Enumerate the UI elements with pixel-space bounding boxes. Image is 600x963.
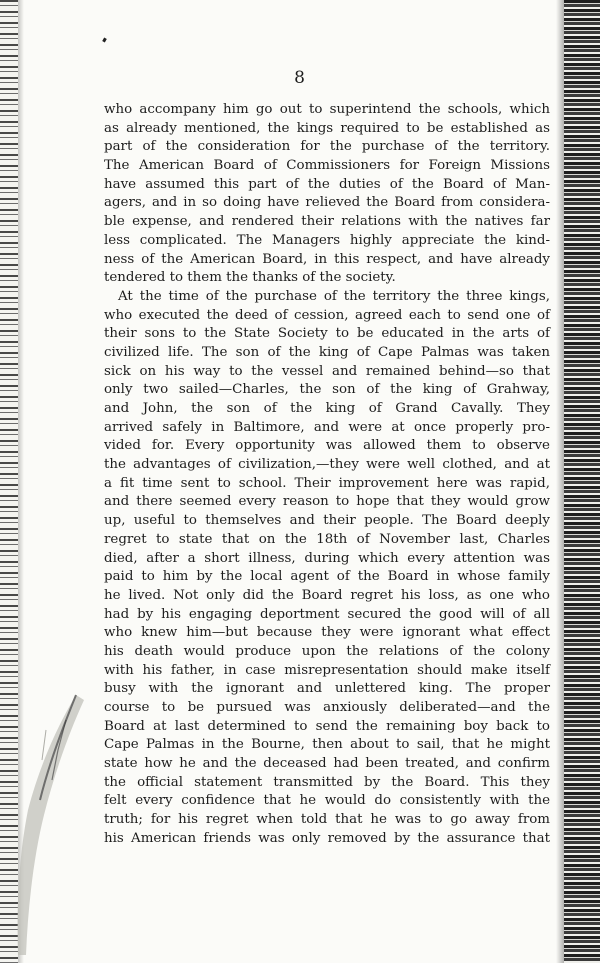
text-line: who executed the deed of cession, agreed each to send one of xyxy=(104,307,550,323)
text-line: the official statement transmitted by the Board. This they xyxy=(104,774,550,790)
text-line: died, after a short illness, during which every attention was xyxy=(104,550,550,566)
text-line: Board at last determined to send the remaining boy back to xyxy=(104,718,550,734)
text-line: sick on his way to the vessel and remained behind—so that xyxy=(104,363,550,379)
text-line: and John, the son of the king of Grand Cavally. They xyxy=(104,401,550,416)
paragraph-2 xyxy=(104,288,550,849)
quill-pen-shadow-icon xyxy=(6,690,96,960)
text-line: who accompany him go out to superintend the schools, which xyxy=(104,102,550,117)
text-line: the advantages of civilization,—they were well clothed, and at xyxy=(104,457,550,473)
text-line: state how he and the deceased had been treated, and confirm xyxy=(104,756,550,772)
ink-speck xyxy=(102,38,107,43)
text-line: arrived safely in Baltimore, and were at once properly pro- xyxy=(104,419,550,435)
text-line: civilized life. The son of the king of Cape Palmas was taken xyxy=(104,344,550,360)
text-line: had by his engaging deportment secured the good will of all xyxy=(104,606,550,622)
text-line: regret to state that on the 18th of November last, Charles xyxy=(104,531,550,547)
text-line: truth; for his regret when told that he was to go away from xyxy=(104,812,550,828)
text-line: less complicated. The Managers highly appreciate the kind- xyxy=(104,232,550,248)
text-line: ness of the American Board, in this respect, and have already xyxy=(104,251,550,267)
text-line: he lived. Not only did the Board regret his loss, as one who xyxy=(104,587,550,603)
text-line: with his father, in case misrepresentation should make itself xyxy=(104,662,550,678)
text-line: and there seemed every reason to hope that they would grow xyxy=(104,494,550,510)
text-line: his American friends was only removed by the assurance that xyxy=(104,830,550,846)
text-line: busy with the ignorant and unlettered king. The proper xyxy=(104,681,550,697)
body-text xyxy=(104,101,550,849)
text-line: vided for. Every opportunity was allowed them to observe xyxy=(104,438,550,454)
text-line: The American Board of Commissioners for Foreign Missions xyxy=(104,158,550,174)
paragraph-1 xyxy=(104,101,550,288)
right-binding-edge xyxy=(564,0,600,963)
text-line: part of the consideration for the purchase of the territory. xyxy=(104,139,550,155)
text-line: course to be pursued was anxiously deliberated—and the xyxy=(104,700,550,715)
text-line: a fit time sent to school. Their improvement here was rapid, xyxy=(104,475,550,491)
text-line: agers, and in so doing have relieved the Board from considera- xyxy=(104,195,550,211)
text-line: up, useful to themselves and their people. The Board deeply xyxy=(104,513,550,529)
text-line: felt every confidence that he would do consistently with the xyxy=(104,793,550,809)
text-line: ble expense, and rendered their relations with the natives far xyxy=(104,214,550,230)
text-line: At the time of the purchase of the territory the three kings, xyxy=(118,288,550,304)
text-line: as already mentioned, the kings required to be established as xyxy=(104,120,550,136)
text-line: paid to him by the local agent of the Board in whose family xyxy=(104,569,550,585)
text-line: tendered to them the thanks of the society. xyxy=(104,270,396,286)
text-line: who knew him—but because they were ignorant what effect xyxy=(104,625,550,641)
text-line: his death would produce upon the relations of the colony xyxy=(104,643,550,659)
text-line: only two sailed—Charles, the son of the king of Grahway, xyxy=(104,382,550,398)
text-line: Cape Palmas in the Bourne, then about to sail, that he might xyxy=(104,737,550,753)
text-line: their sons to the State Society to be educated in the arts of xyxy=(104,326,550,342)
page-number: 8 xyxy=(294,68,306,88)
text-line: have assumed this part of the duties of the Board of Man- xyxy=(104,176,550,192)
